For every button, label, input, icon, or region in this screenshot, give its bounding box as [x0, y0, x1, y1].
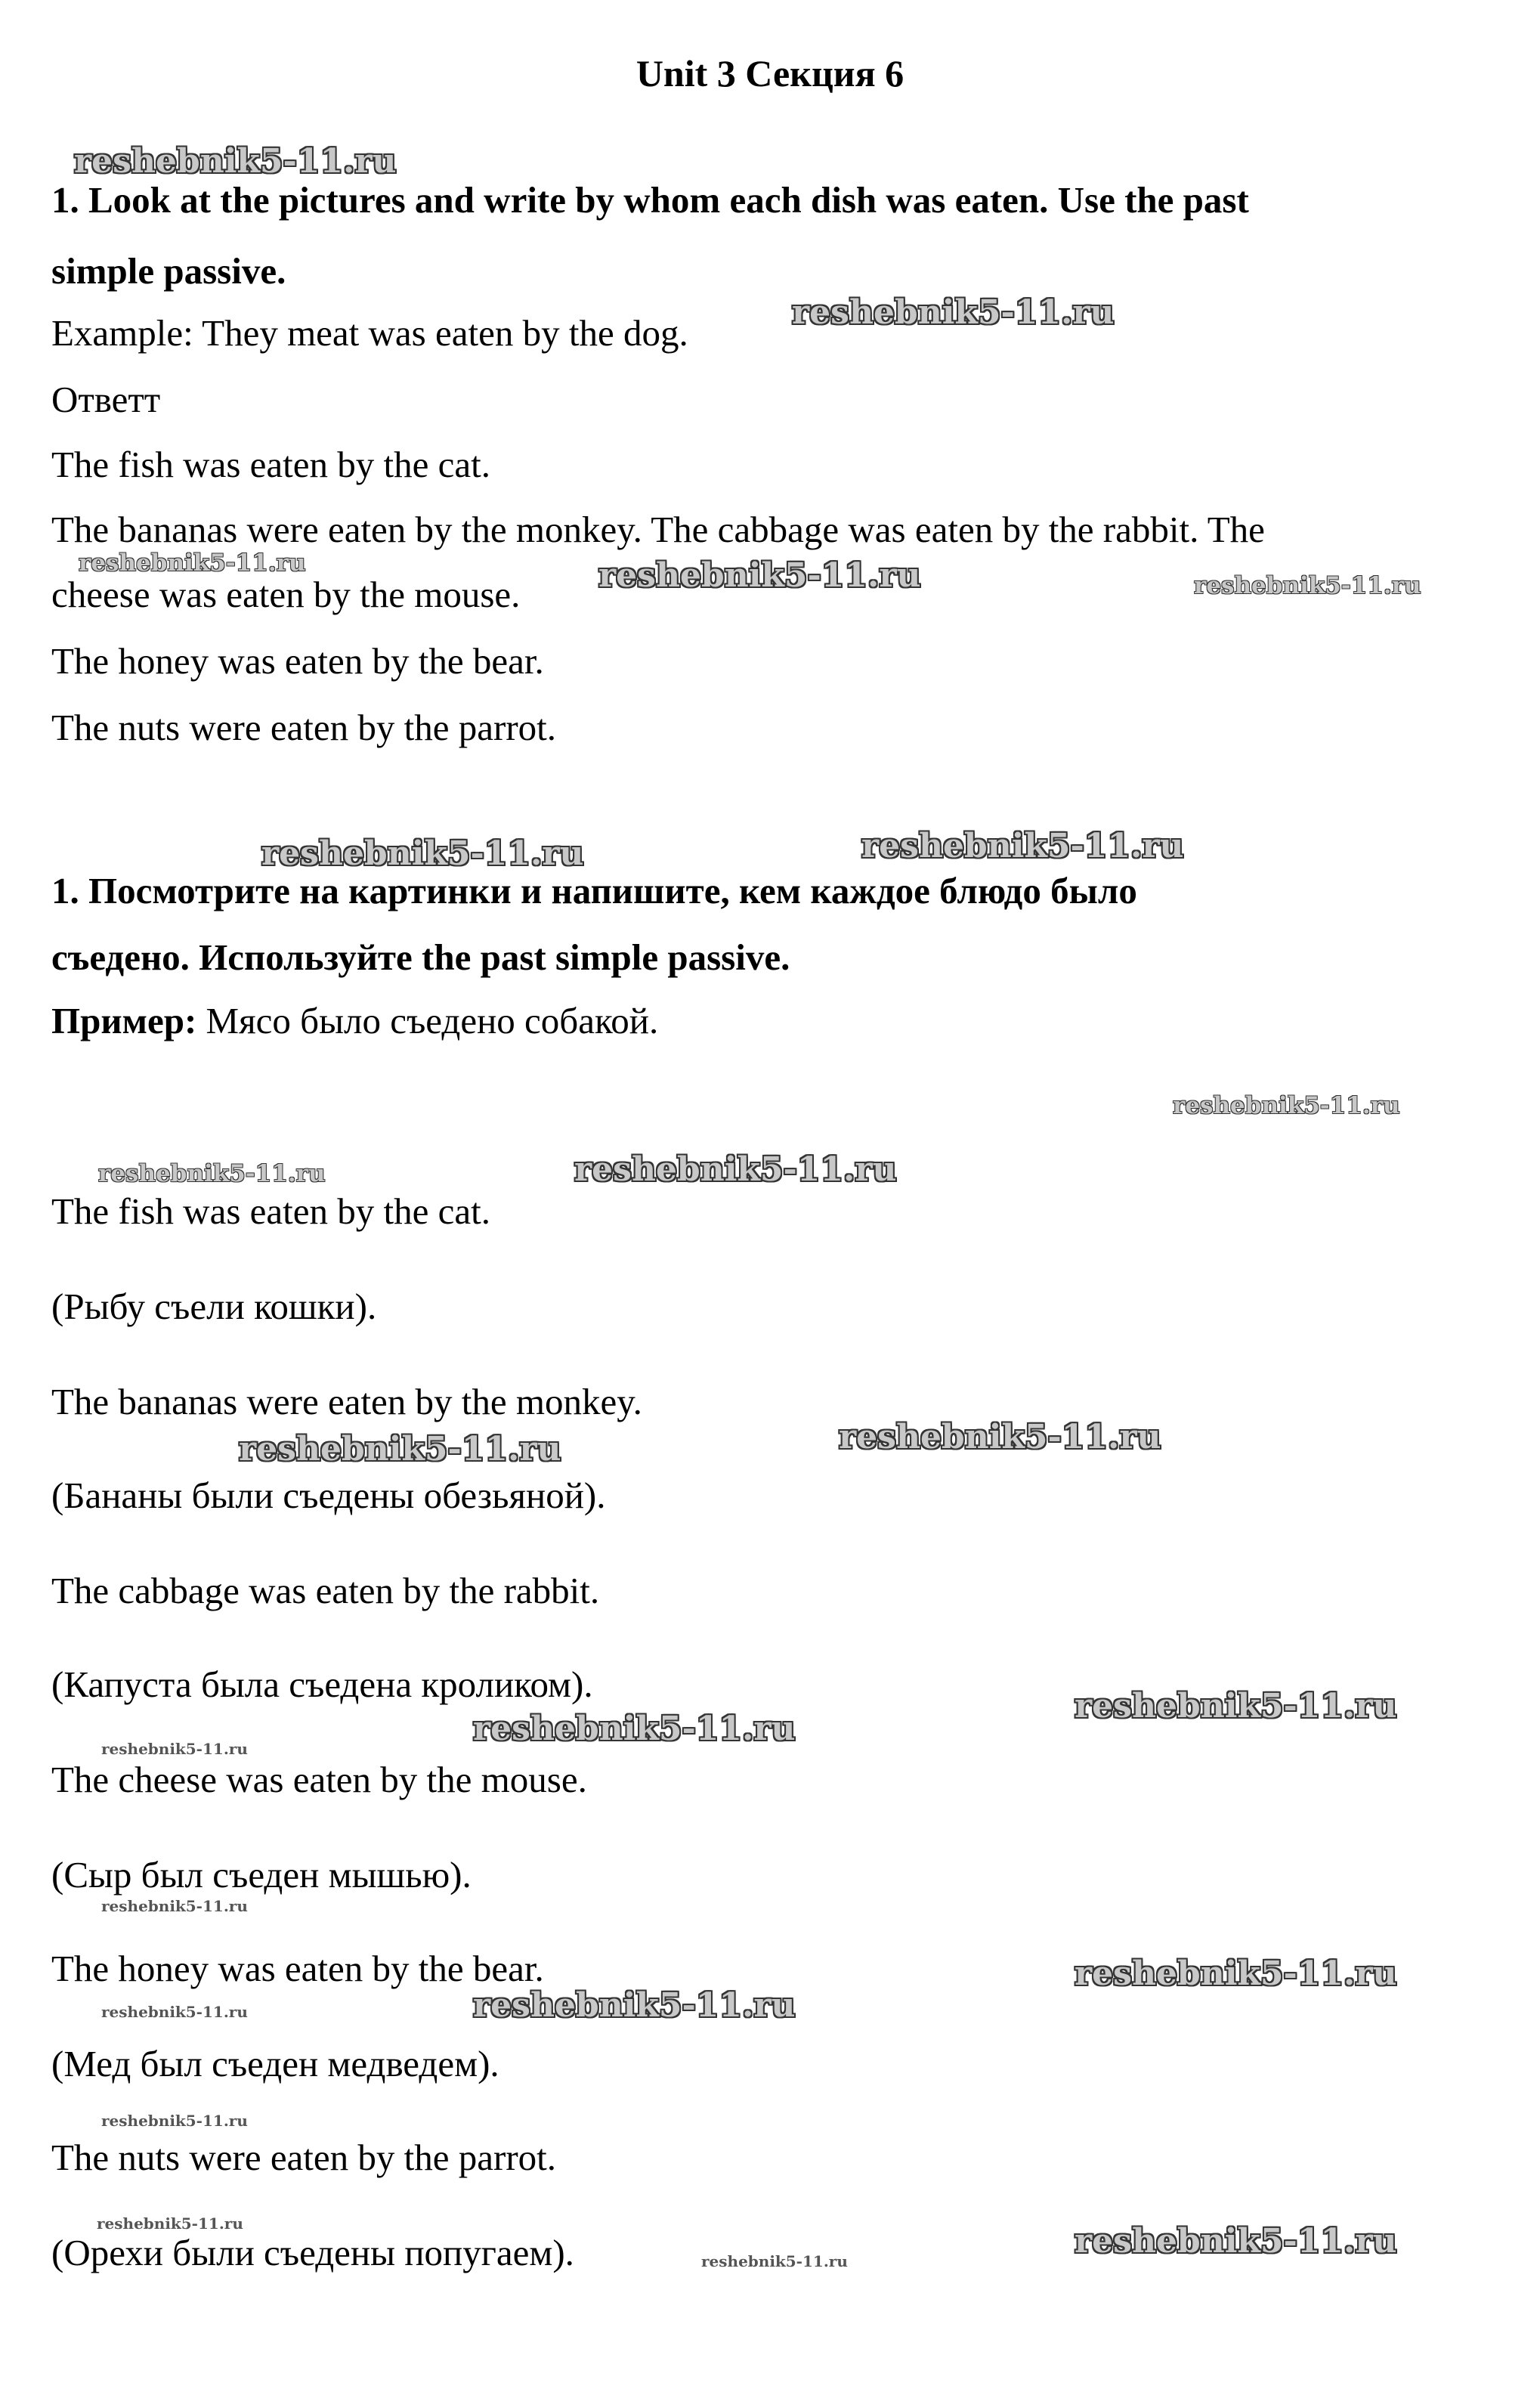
- watermark: reshebnik5-11.ru: [574, 1150, 897, 1189]
- watermark: reshebnik5-11.ru: [861, 827, 1184, 865]
- answer-ru: (Бананы были съедены обезьяной).: [51, 1475, 606, 1516]
- example-label: Пример:: [51, 1000, 197, 1041]
- task-heading: 1. Look at the pictures and write by whom each dish was eaten. Use the past: [51, 179, 1249, 221]
- answer-en: The nuts were eaten by the parrot.: [51, 2137, 557, 2178]
- watermark: reshebnik5-11.ru: [473, 1986, 796, 2025]
- answer-en: The bananas were eaten by the monkey.: [51, 1381, 642, 1422]
- watermark: reshebnik5-11.ru: [79, 549, 306, 577]
- watermark: reshebnik5-11.ru: [97, 2214, 243, 2233]
- watermark: reshebnik5-11.ru: [792, 293, 1115, 332]
- watermark: reshebnik5-11.ru: [74, 142, 397, 181]
- watermark: reshebnik5-11.ru: [101, 1897, 248, 1915]
- watermark: reshebnik5-11.ru: [839, 1418, 1161, 1456]
- example-line: Example: They meat was eaten by the dog.: [51, 312, 688, 354]
- answer-ru: (Орехи были съедены попугаем).: [51, 2232, 574, 2273]
- answer-line: The bananas were eaten by the monkey. The cabbage was eaten by the rabbit. The: [51, 509, 1265, 550]
- watermark: reshebnik5-11.ru: [101, 2112, 248, 2130]
- watermark: reshebnik5-11.ru: [701, 2252, 848, 2270]
- answer-label: Ответт: [51, 379, 161, 420]
- answer-ru: (Мед был съеден медведем).: [51, 2043, 499, 2084]
- answer-line: The nuts were eaten by the parrot.: [51, 707, 557, 748]
- example-text: Мясо было съедено собакой.: [196, 1000, 659, 1041]
- task-heading-ru: съедено. Используйте the past simple passive.: [51, 936, 790, 978]
- watermark: reshebnik5-11.ru: [239, 1430, 561, 1468]
- answer-ru: (Капуста была съедена кроликом).: [51, 1663, 593, 1705]
- page-title: Unit 3 Секция 6: [635, 52, 905, 94]
- answer-line: cheese was eaten by the mouse.: [51, 574, 521, 615]
- answer-line: The honey was eaten by the bear.: [51, 640, 544, 682]
- watermark: reshebnik5-11.ru: [1194, 572, 1421, 599]
- answer-en: The fish was eaten by the cat.: [51, 1190, 490, 1232]
- watermark: reshebnik5-11.ru: [473, 1710, 796, 1748]
- watermark: reshebnik5-11.ru: [101, 1740, 248, 1758]
- answer-en: The honey was eaten by the bear.: [51, 1948, 544, 1989]
- watermark: reshebnik5-11.ru: [261, 834, 584, 873]
- task-heading-ru: 1. Посмотрите на картинки и напишите, кем каждое блюдо было: [51, 870, 1137, 911]
- answer-line: The fish was eaten by the cat.: [51, 444, 490, 485]
- watermark: reshebnik5-11.ru: [1075, 2222, 1397, 2261]
- watermark: reshebnik5-11.ru: [1173, 1092, 1400, 1119]
- watermark: reshebnik5-11.ru: [101, 2003, 248, 2021]
- watermark: reshebnik5-11.ru: [98, 1160, 326, 1187]
- watermark: reshebnik5-11.ru: [1075, 1687, 1397, 1725]
- answer-ru: (Рыбу съели кошки).: [51, 1286, 377, 1327]
- task-heading: simple passive.: [51, 250, 286, 292]
- watermark: reshebnik5-11.ru: [1075, 1954, 1397, 1993]
- answer-en: The cheese was eaten by the mouse.: [51, 1759, 587, 1800]
- answer-en: The cabbage was eaten by the rabbit.: [51, 1570, 600, 1611]
- example-line-ru: [51, 1002, 658, 1039]
- watermark: reshebnik5-11.ru: [598, 556, 921, 595]
- answer-ru: (Сыр был съеден мышью).: [51, 1854, 472, 1895]
